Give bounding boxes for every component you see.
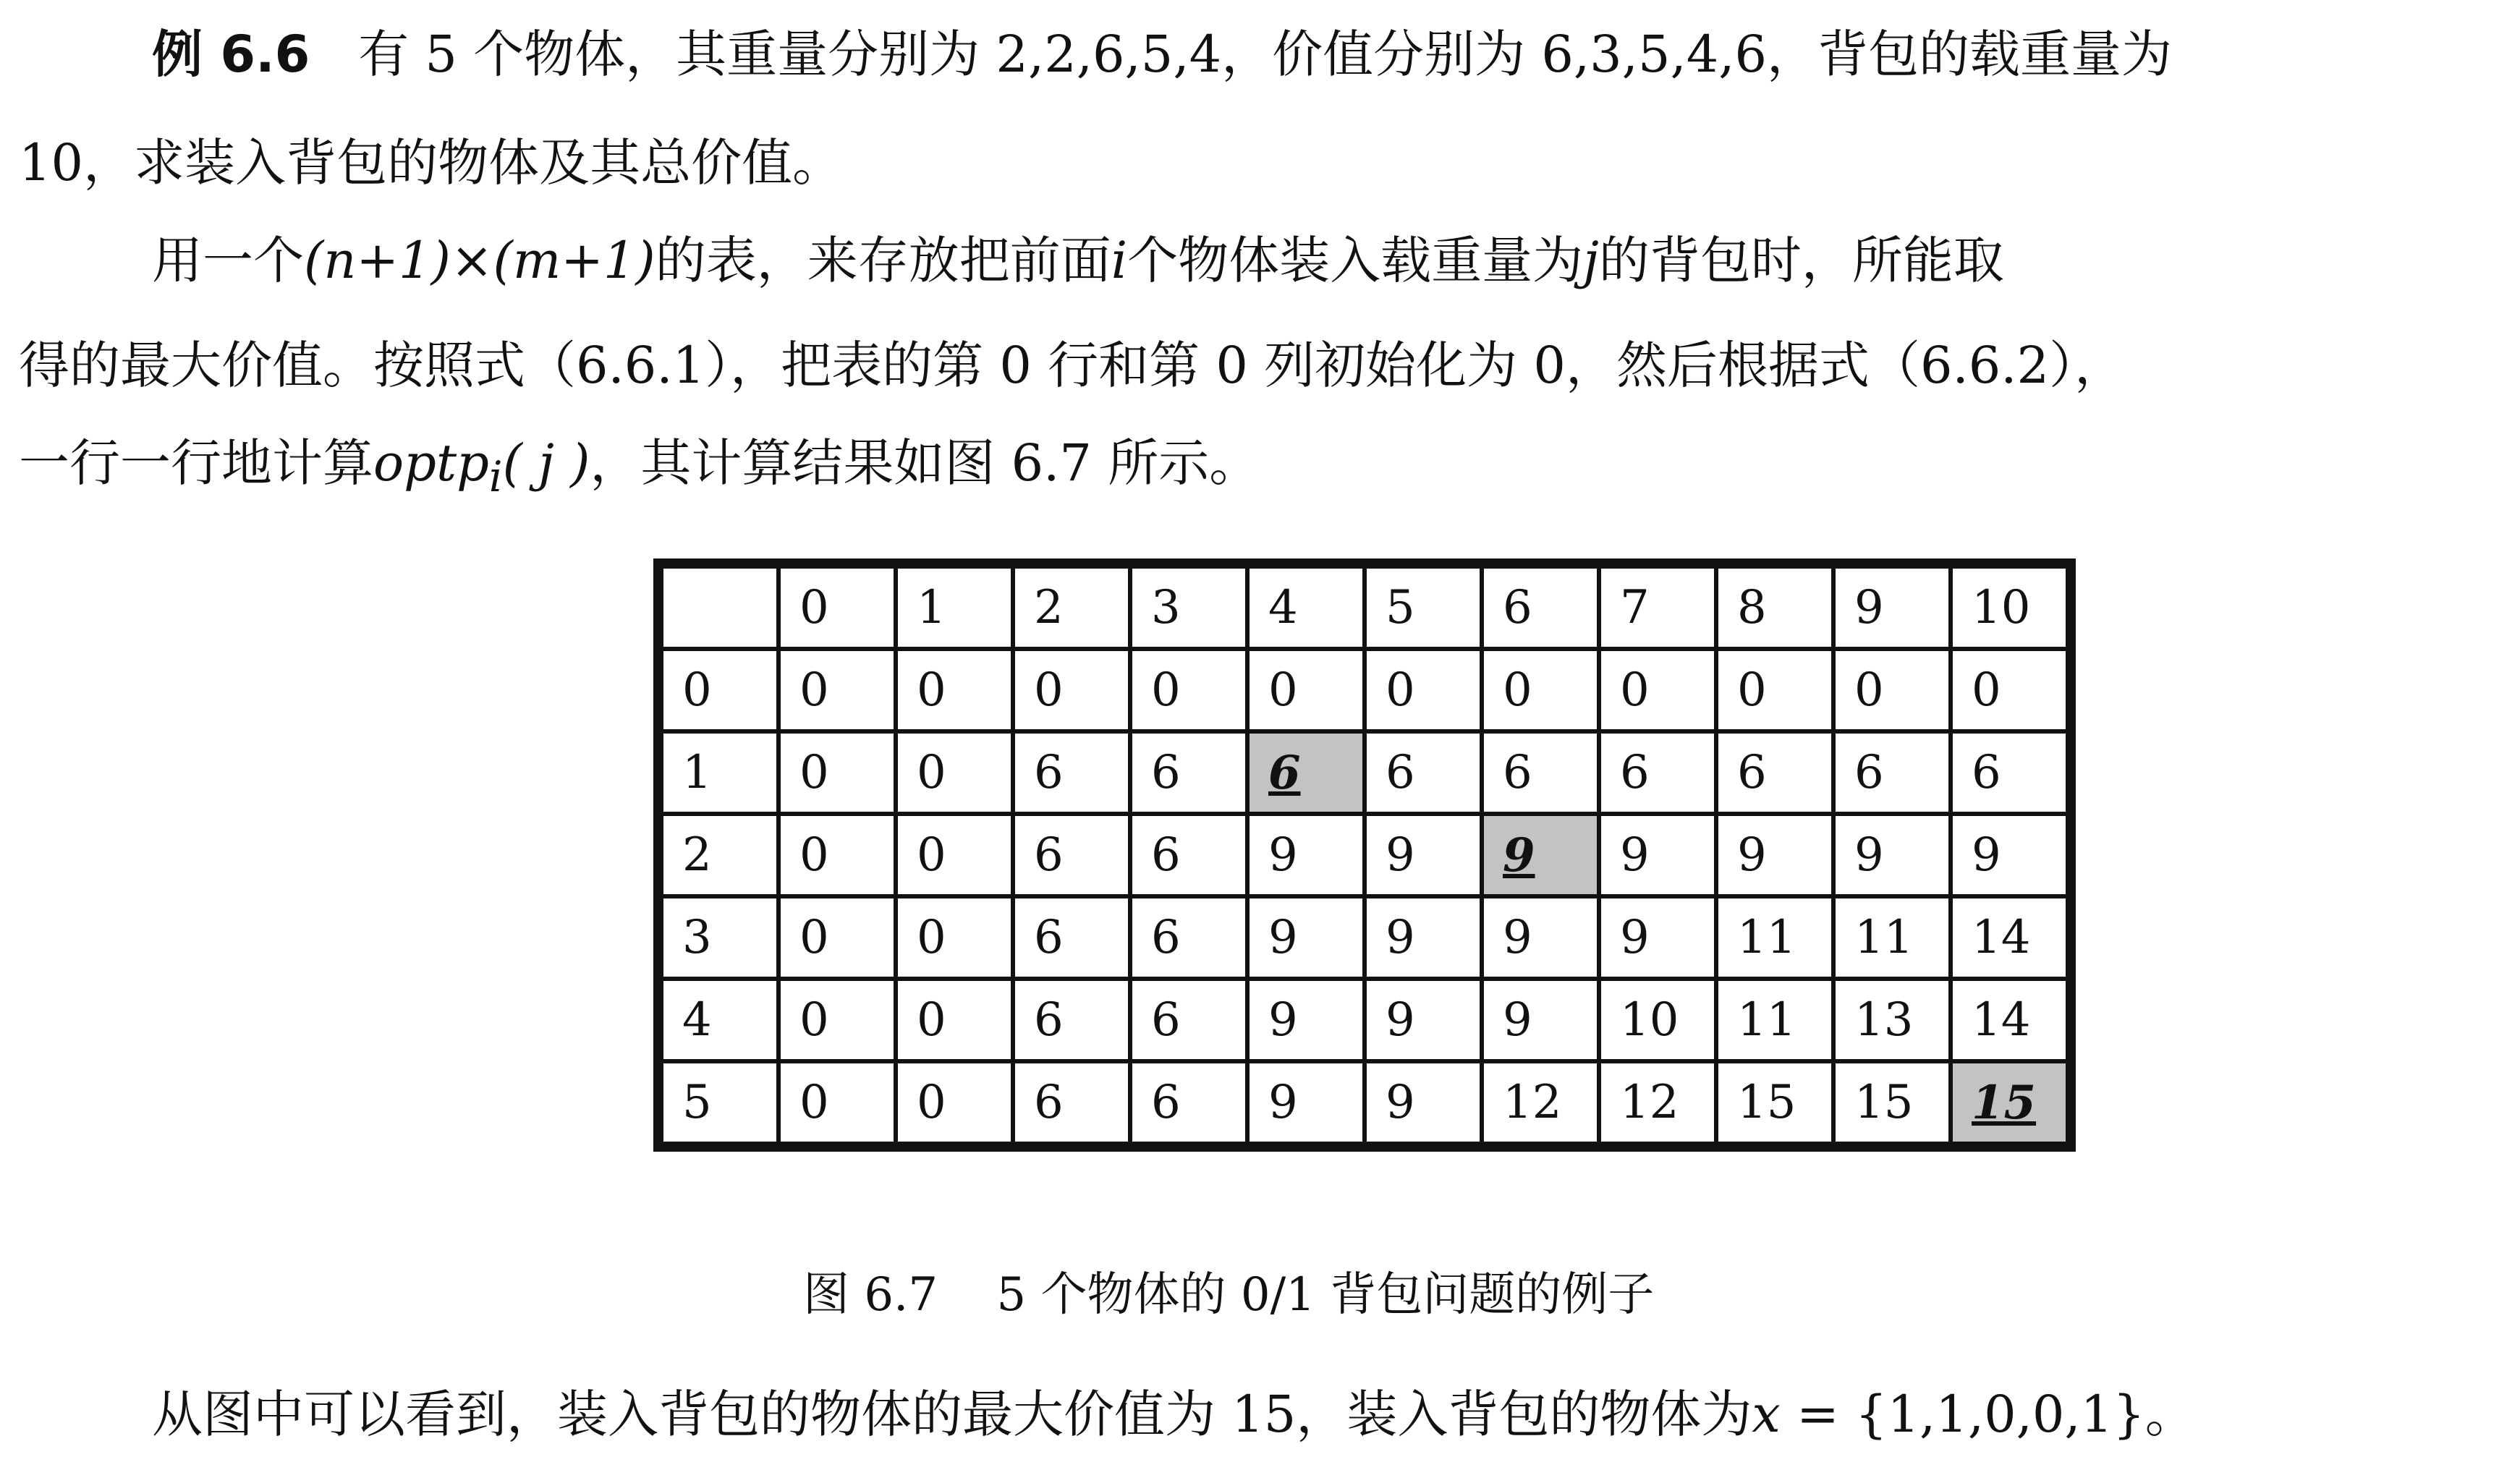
table-cell: 0	[1247, 649, 1365, 731]
table-cell: 6	[1130, 814, 1247, 896]
table-cell: 9	[1365, 1061, 1482, 1147]
table-cell: 10	[1951, 564, 2071, 649]
table-cell: 1	[896, 564, 1013, 649]
knapsack-table	[653, 558, 2076, 1152]
para2-a-prefix: 用一个	[152, 231, 304, 290]
table-cell: 6	[1130, 896, 1247, 979]
para2-line-c	[19, 423, 2520, 517]
table-row	[658, 979, 2071, 1061]
table-cell: 6	[1130, 979, 1247, 1061]
table-cell: 6	[1013, 1061, 1130, 1147]
table-cell: 9	[1365, 896, 1482, 979]
table-cell: 9	[1951, 814, 2071, 896]
para2-a-formula: (n+1)×(m+1)	[304, 231, 656, 290]
table-cell: 0	[1130, 649, 1247, 731]
para2-c-suffix: ，其计算结果如图 6.7 所示。	[590, 433, 1260, 493]
para2-a-mid1: 的表，来存放把前面	[655, 231, 1111, 290]
table-cell: 9	[1247, 814, 1365, 896]
table-cell: 11	[1716, 979, 1833, 1061]
table-cell: 9	[1482, 896, 1599, 979]
table-cell: 9	[1599, 814, 1716, 896]
table-cell: 0	[1599, 649, 1716, 731]
table-cell: 6	[1247, 731, 1365, 814]
table-cell: 0	[779, 1061, 896, 1147]
table-cell: 14	[1951, 979, 2071, 1061]
table-cell: 8	[1716, 564, 1833, 649]
table-cell: 7	[1599, 564, 1716, 649]
table-cell: 0	[896, 1061, 1013, 1147]
table-cell: 9	[1482, 979, 1599, 1061]
table-cell: 5	[658, 1061, 779, 1147]
table-cell: 0	[896, 649, 1013, 731]
table-cell: 0	[1716, 649, 1833, 731]
table-cell: 9	[1365, 814, 1482, 896]
table-cell: 6	[1951, 731, 2071, 814]
table-cell: 0	[779, 896, 896, 979]
table-cell	[658, 564, 779, 649]
table-cell: 9	[1833, 814, 1951, 896]
table-cell: 0	[1482, 649, 1599, 731]
table-cell: 10	[1599, 979, 1716, 1061]
table-cell: 6	[1130, 731, 1247, 814]
table-cell: 15	[1833, 1061, 1951, 1147]
table-row	[658, 896, 2071, 979]
table-cell: 3	[1130, 564, 1247, 649]
conclusion-text: 从图中可以看到，装入背包的物体的最大价值为 15，装入背包的物体为	[152, 1385, 1752, 1444]
table-cell: 9	[1716, 814, 1833, 896]
table-cell: 9	[1482, 814, 1599, 896]
table-cell: 0	[1833, 649, 1951, 731]
table-cell: 6	[1833, 731, 1951, 814]
table-cell: 15	[1951, 1061, 2071, 1147]
figure-caption: 图 6.7 5 个物体的 0/1 背包问题的例子	[803, 1268, 1655, 1322]
table-cell: 5	[1365, 564, 1482, 649]
para2-a-var-i: i	[1111, 231, 1128, 290]
para2-line-b	[19, 326, 2520, 405]
table-cell: 12	[1482, 1061, 1599, 1147]
example-text-1: 有 5 个物体，其重量分别为 2,2,6,5,4，价值分别为 6,3,5,4,6，背包的载重量为	[358, 25, 2173, 84]
table-cell: 11	[1833, 896, 1951, 979]
para2-a-var-j: j	[1583, 231, 1599, 290]
para2-a-suffix: 的背包时，所能取	[1598, 231, 2004, 290]
para2-c-arg: ( j )	[502, 433, 590, 493]
table-cell: 9	[1599, 896, 1716, 979]
table-cell: 0	[896, 896, 1013, 979]
table-cell: 9	[1833, 564, 1951, 649]
table-cell: 15	[1716, 1061, 1833, 1147]
table-cell: 6	[1130, 1061, 1247, 1147]
table-cell: 0	[658, 649, 779, 731]
table-cell: 6	[1599, 731, 1716, 814]
table-cell: 0	[1365, 649, 1482, 731]
table-cell: 13	[1833, 979, 1951, 1061]
table-cell: 11	[1716, 896, 1833, 979]
table-cell: 0	[1951, 649, 2071, 731]
table-cell: 0	[779, 731, 896, 814]
table-cell: 0	[779, 564, 896, 649]
table-row	[658, 731, 2071, 814]
table-cell: 6	[1013, 896, 1130, 979]
knapsack-table-body	[658, 564, 2071, 1147]
table-cell: 6	[1365, 731, 1482, 814]
example-text-2: 10，求装入背包的物体及其总价值。	[19, 133, 844, 192]
table-cell: 6	[1013, 979, 1130, 1061]
table-cell: 4	[1247, 564, 1365, 649]
table-cell: 0	[1013, 649, 1130, 731]
para2-c-prefix: 一行一行地计算	[19, 433, 373, 493]
para2-c-sub: i	[488, 452, 503, 501]
table-cell: 0	[779, 979, 896, 1061]
para2-line-a	[152, 221, 2520, 300]
conclusion-line	[152, 1375, 2520, 1454]
conclusion-set: = {1,1,0,0,1}	[1780, 1385, 2145, 1444]
table-cell: 0	[779, 814, 896, 896]
table-cell: 9	[1247, 979, 1365, 1061]
table-cell: 2	[658, 814, 779, 896]
example-line-1	[152, 14, 2520, 94]
table-cell: 0	[779, 649, 896, 731]
table-cell: 6	[1482, 731, 1599, 814]
example-label: 例 6.6	[152, 25, 310, 84]
conclusion-var: x	[1752, 1385, 1781, 1444]
para2-a-mid2: 个物体装入载重量为	[1127, 231, 1584, 290]
table-cell: 0	[896, 731, 1013, 814]
table-cell: 12	[1599, 1061, 1716, 1147]
table-cell: 1	[658, 731, 779, 814]
table-row	[658, 1061, 2071, 1147]
table-cell: 3	[658, 896, 779, 979]
table-cell: 9	[1365, 979, 1482, 1061]
table-row	[658, 814, 2071, 896]
para2-c-func: optp	[373, 433, 489, 493]
table-cell: 14	[1951, 896, 2071, 979]
table-header-row	[658, 564, 2071, 649]
para2-b: 得的最大价值。按照式（6.6.1），把表的第 0 行和第 0 列初始化为 0，然后根据式（6.6.2），	[19, 336, 2126, 395]
table-cell: 2	[1013, 564, 1130, 649]
table-cell: 4	[658, 979, 779, 1061]
example-line-2	[19, 123, 2520, 203]
table-cell: 6	[1013, 814, 1130, 896]
conclusion-end: 。	[2144, 1385, 2196, 1444]
table-cell: 0	[896, 814, 1013, 896]
table-cell: 6	[1716, 731, 1833, 814]
table-cell: 6	[1013, 731, 1130, 814]
table-cell: 6	[1482, 564, 1599, 649]
table-cell: 0	[896, 979, 1013, 1061]
table-cell: 9	[1247, 1061, 1365, 1147]
table-row	[658, 649, 2071, 731]
table-cell: 9	[1247, 896, 1365, 979]
